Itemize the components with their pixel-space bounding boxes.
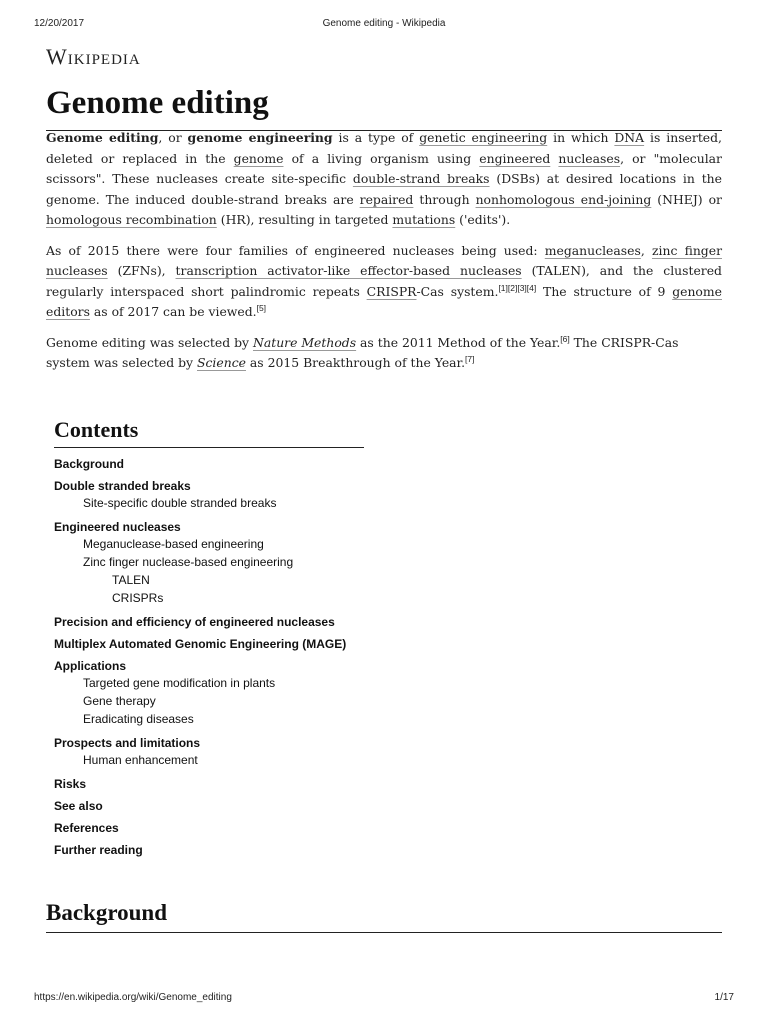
body-text: as the 2011 Method of the Year.: [356, 334, 561, 350]
section-heading: Background: [46, 900, 168, 925]
body-text: -Cas system.: [416, 283, 499, 299]
body-text: as of 2017 can be viewed.: [89, 304, 257, 319]
article-link[interactable]: double-strand breaks: [352, 171, 490, 186]
body-text: Genome editing was selected by: [46, 334, 253, 350]
body-text: is a type of: [332, 130, 420, 145]
body-text: in which: [547, 130, 615, 145]
body-text: (HR), resulting in targeted: [216, 212, 393, 227]
article-intro: [46, 128, 722, 384]
article-link[interactable]: repaired: [359, 191, 414, 207]
intro-paragraph-1: [46, 128, 722, 231]
print-header: [34, 18, 734, 32]
toc-item[interactable]: Zinc finger nuclease-based engineering: [83, 555, 294, 569]
citation-ref[interactable]: [1][2][3][4]: [498, 282, 537, 293]
print-footer: [34, 992, 734, 1006]
article-link[interactable]: Nature Methods: [252, 334, 357, 350]
toc-item[interactable]: Multiplex Automated Genomic Engineering (MAGE): [54, 637, 347, 651]
body-text: ('edits').: [455, 212, 511, 227]
toc-item[interactable]: Background: [54, 457, 125, 471]
body-text: As of 2015 there were four families of engineered nucleases being used:: [46, 242, 545, 258]
toc-item[interactable]: CRISPRs: [112, 591, 164, 605]
toc-item[interactable]: Prospects and limitations: [54, 736, 201, 750]
article-link[interactable]: transcription activator-like effector-based nucleases: [175, 263, 522, 278]
body-text: The structure of 9: [536, 283, 673, 299]
article-link[interactable]: Science: [197, 355, 246, 370]
print-url: https://en.wikipedia.org/wiki/Genome_editing: [34, 992, 232, 1003]
article-link[interactable]: genetic engineering: [419, 130, 548, 145]
toc-item[interactable]: TALEN: [112, 573, 150, 587]
article-link[interactable]: zinc finger nucleases: [46, 242, 722, 278]
toc-list: [54, 456, 364, 858]
citation-ref[interactable]: [6]: [560, 333, 570, 344]
intro-paragraph-3: [46, 333, 722, 374]
wikipedia-wordmark[interactable]: Wikipedia: [46, 44, 141, 69]
article-link[interactable]: homologous recombination: [46, 212, 217, 227]
intro-paragraph-2: [46, 241, 722, 323]
toc-item[interactable]: Eradicating diseases: [83, 712, 194, 726]
bold-term: Genome editing: [46, 130, 159, 145]
toc-item[interactable]: Human enhancement: [83, 753, 198, 767]
body-text: through: [413, 191, 476, 207]
toc-item[interactable]: See also: [54, 799, 103, 813]
toc-item[interactable]: Targeted gene modification in plants: [83, 676, 276, 690]
toc-item[interactable]: Meganuclease-based engineering: [83, 537, 264, 551]
toc-item[interactable]: Engineered nucleases: [54, 520, 181, 534]
citation-ref[interactable]: [5]: [256, 302, 267, 313]
body-text: of a living organism using: [283, 150, 480, 166]
body-text: as 2015 Breakthrough of the Year.: [245, 355, 466, 370]
article-title: Genome editing: [46, 85, 269, 121]
toc-item[interactable]: Gene therapy: [83, 694, 156, 708]
body-text: (ZFNs),: [107, 263, 176, 278]
article-link[interactable]: meganucleases: [544, 242, 641, 258]
article-link[interactable]: mutations: [392, 212, 456, 227]
toc-item[interactable]: Applications: [54, 659, 127, 673]
table-of-contents: [54, 414, 364, 858]
article-link[interactable]: genome: [233, 150, 284, 166]
article-link[interactable]: DNA: [614, 130, 645, 145]
print-page-title: Genome editing - Wikipedia: [322, 18, 446, 29]
body-text: , or: [158, 130, 188, 145]
article-link[interactable]: engineered: [479, 150, 551, 166]
body-text: is inserted, deleted or replaced in the: [46, 130, 722, 166]
toc-item[interactable]: Site-specific double stranded breaks: [83, 496, 277, 510]
section-background: [46, 897, 722, 933]
body-text: The CRISPR-Cas system was selected by: [46, 334, 679, 370]
article-link[interactable]: CRISPR: [366, 283, 417, 299]
toc-item[interactable]: Precision and efficiency of engineered nucleases: [54, 615, 335, 629]
article-link[interactable]: nonhomologous end-joining: [475, 191, 652, 207]
toc-item[interactable]: Risks: [54, 777, 87, 791]
print-page-number: 1/17: [714, 992, 734, 1003]
print-date: 12/20/2017: [34, 18, 85, 29]
body-text: (NHEJ) or: [651, 191, 722, 207]
body-text: , or "molecular scissors". These nucleases create site-specific: [46, 150, 722, 186]
article-title-block: [46, 82, 722, 131]
citation-ref[interactable]: [7]: [465, 353, 475, 364]
body-text: (TALEN), and the clustered regularly interspaced short palindromic repeats: [46, 263, 722, 299]
toc-title: Contents: [54, 414, 364, 448]
body-text: ,: [640, 242, 652, 258]
article-link[interactable]: genome editors: [46, 283, 722, 319]
toc-item[interactable]: Double stranded breaks: [54, 479, 191, 493]
article-link[interactable]: nucleases: [558, 150, 621, 166]
toc-item[interactable]: Further reading: [54, 843, 143, 857]
bold-term: genome engineering: [187, 130, 333, 145]
body-text: (DSBs) at desired locations in the genome. The induced double-strand breaks are: [46, 171, 722, 207]
toc-item[interactable]: References: [54, 821, 119, 835]
